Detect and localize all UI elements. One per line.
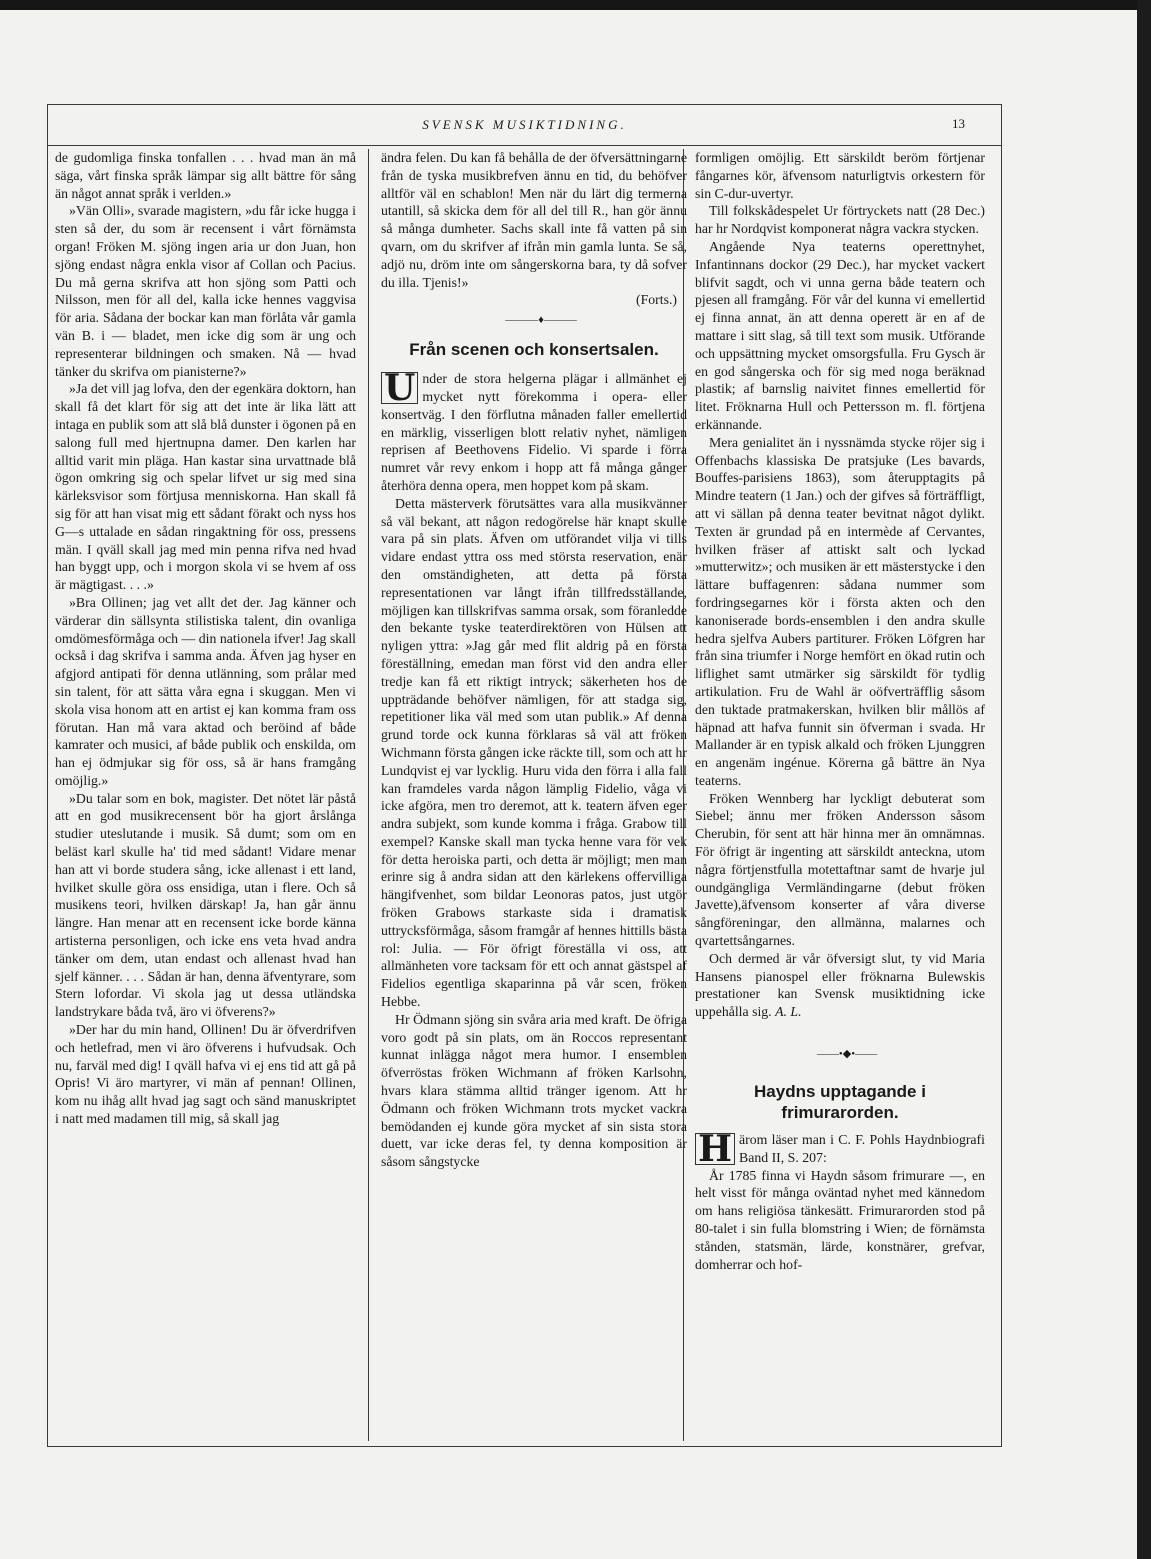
paragraph: År 1785 finna vi Haydn såsom frimurare —, en helt visst för många oväntad nyhet med kännedom om hans religiösa tänkesätt. Frimurarorden stod på 80-talet i sin fulla blomstring i Wien; de förnämsta stånden, statsmän, lärde, konstnärer, grefvar, domherrar och hof- [695, 1167, 985, 1272]
drop-cap: U [381, 372, 418, 404]
paragraph: Angående Nya teaterns operettnyhet, Infantinnans dockor (29 Dec.), har mycket vackert blifvit sagdt, och vi unna gerna både teatern och pjesen all framgång. För vår del kunna vi emellertid ej finna annat, än att denna operett är en af de mattare i sitt slag, så till text som musik. Utförande och uppsättning mycket omsorgsfulla. Fru Gysch är en god sångerska och för sig med noga beräknad plastik; af barnslig naivitet finnes emellertid för litet. Fröknarna Hull och Pettersson m. fl. förtjena erkännande. [695, 238, 985, 432]
column-2 [381, 149, 687, 1441]
column-rule-1 [368, 149, 369, 1441]
paragraph: Till folkskådespelet Ur förtryckets natt (28 Dec.) har hr Nordqvist komponerat några vackra stycken. [695, 203, 985, 237]
paragraph: Detta mästerverk förutsättes vara alla musikvänner så väl bekant, att någon redogörelse här knapt skulle vara på sin plats. Äfven om utförandet vilja vi tills vidare endast yttra oss med största reservation, enär den omständigheten, att detta på första representationen var långt ifrån tillfredsställande, möjligen kan tillskrifvas samma orsak, som föranledde den bekante tyske teaterdirektören von Hülsen att nyligen yttra: »Jag går med flit aldrig på en första föreställning, emedan man först vid den andra eller tredje kan få ett riktigt intryck; säkerheten hos de uppträdande behöfver nämligen, för att stadga sig, repetitioner lika väl med som utan publik.» Af denna grund torde ock kunna förklaras så väl att fröken Wichmann första gången icke räckte till, som och att hr Lundqvist ej var lycklig. Huru vida den förra i alla fall kan framdeles varda någon lämplig Fidelio, våga vi icke afgöra, men tro deremot, att k. teatern äfven eger andra subjekt, som kunde komma i fråga. Grabow till exempel? Kanske skall man tycka henne vara för vek för detta heroiska parti, och detta är möjligt; men man erinre sig å andra sidan att den kärlekens offervilliga hängifvenhet, som bildar Leonoras patos, just utgör fröken Grabows starkaste sida i dramatisk uttrycksförmåga, såsom framgår af hennes hittills bästa rol: Julia. — För öfrigt föreställa vi oss, att allmänheten vore tacksam för ett och annat gästspel af Fidelios egentliga skaparinna på vår scen, fröken Hebbe. [381, 495, 687, 1010]
running-header [48, 105, 1001, 146]
section-ornament: ———♦——— [505, 314, 577, 327]
paragraph: Hr Ödmann sjöng sin svåra aria med kraft. De öfriga voro godt på sin plats, om än Roccos representant kunnat inlägga något mera humor. I ensemblen öfverröstas fröken Wichmann af fröken Karlsohn, hvars klara stämma alltid tränger igenom. Att hr Ödmann och fröken Wichmann trots mycket vackra bemödanden ej kunde göra mycket af sin sista stora duett, var icke deras fel, ty denna komposition är såsom sångstycke [381, 1011, 687, 1170]
section-heading-haydn: Haydns upptagande i frimurarorden. [754, 1082, 926, 1123]
paragraph: »Der har du min hand, Ollinen! Du är öfverdrifven och hetlefrad, men vi äro öfverens i hufvudsak. Och nu, farväl med dig! I qväll hafva vi ej ens tid att gå på Opris! Vi äro martyrer, vi män af pennan! Ollinen, kom nu ihåg allt hvad jag sagt och sänd manuskriptet i natt med madamen till mig, så skall jag [55, 1022, 356, 1127]
paragraph: »Vän Olli», svarade magistern, »du får icke hugga i sten så der, du som är recensent i vårt förnämsta organ! Fröken M. sjöng ingen aria ur don Juan, hon sjöng endast några enkla visor af Collan och Pacius. Du må gerna skrifva att hon sjöng som Patti och Nilsson, men för all del, kalla icke hennes vaggvisa för aria. Sådana der bockar kan man förlåta vår gamla vän B. i — bladet, men icke dig som är ung och representerar bildningen och smaken. Nå — hvad tänker du skrifva om pianisterne?» [55, 203, 356, 379]
paragraph: »Bra Ollinen; jag vet allt det der. Jag känner och värderar din sällsynta stilistiska talent, din ovanliga omdömesförmåga och — din nationela ifver! Jag skall också i dag skrifva i samma anda. Äfven jag hyser en afgjord antipati för denna utlänning, som prålar med sin talent, för att sätta våra egna i skuggan. Men vi skola visa honom att en artist ej kan komma fram oss förutan. Han må vara aktad och beröind af både kamrater och musici, af både publik och enskilda, om han ej ödmjukar sig för oss, så är hans framgång omöjlig.» [55, 594, 356, 788]
section-heading-scenen: Från scenen och konsertsalen. [409, 340, 659, 360]
paragraph-text: Och dermed är vår öfversigt slut, ty vid Maria Hansens pianospel eller fröknarna Bulewskis prestationer kan Svensk musiktidning icke uppehålla sig. [695, 950, 985, 1020]
page-frame [47, 104, 1002, 1447]
journal-title: SVENSK MUSIKTIDNING. [422, 117, 627, 132]
paragraph-text: nder de stora helgerna plägar i allmänhet ej mycket nytt förekomma i opera- eller konsertväg. I den förflutna månaden faller emellertid en märklig, visserligen blott relativ nyhet, nämligen reprisen af Beethovens Fidelio. Vi sparde i förra numret vår revy enkom i hopp att få många gånger återhöra denna opera, men hoppet kom på skam. [381, 371, 687, 493]
page-number: 13 [952, 116, 965, 131]
paragraph: Mera genialitet än i nyssnämda stycke röjer sig i Offenbachs klassiska De pratsjuke (Les bavards, Bouffes-parisiens 1863), som återupptagits på Mindre teatern (1 Jan.) och der gifves så förträffligt, att vi sällan på denna teater bevitnat något dylikt. Texten är grundad på en intermède af Cervantes, hvilken fräser af attiskt salt och lyckad »mutterwitz»; och musiken är ett mästerstycke i den lättare buffagenren: sådana nummer som fordringsegarnes kör i första akten och den kanoniserade bords-ensemblen i den andra skulle hedra sjelfva Aubers partiturer. Fröken Löfgren har från sina triumfer i Norge hemfört en ökad rutin och liflighet samt utmärker sig särskildt för tydlig artikulation. Fru de Wahl är oöfverträfflig såsom den tuktade pratmakerskan, hvilken blir mållös af häpnad att hafva funnit sin öfverman i svada. Hr Mallander är en typisk alkald och fröken Ljunggren en angenäm ingénue. Körerna gå bättre än Nya teaterns. [695, 434, 985, 788]
paragraph: ändra felen. Du kan få behålla de der öfversättningarne från de tyska musikbrefven ännu en tid, du behöfver alltför väl en schablon! Men när du lärt dig termerna utantill, så skicka dem för all del till R., han gör ännu så många dumheter. Sachs skall inte få vatten på sin qvarn, om du skrifver af ifrån min gamla lunta. Se så, adjö nu, dröm inte om sångerskorna bara, ty då sofver du illa. Tjenis!» [381, 150, 687, 290]
paragraph: de gudomliga finska tonfallen . . . hvad man än må säga, vårt finska språk lämpar sig allt bättre för sång än något annat språk i verlden.» [55, 150, 356, 201]
scan-right-edge [1137, 0, 1151, 1559]
scan-top-edge [0, 0, 1151, 10]
continued-note: (Forts.) [635, 292, 677, 308]
column-1 [55, 149, 356, 1441]
paragraph [381, 367, 687, 495]
column-3 [695, 149, 985, 1441]
paragraph [695, 950, 985, 1021]
paragraph-text: ärom läser man i C. F. Pohls Haydnbiografi Band II, S. 207: [739, 1132, 985, 1165]
paragraph [695, 1128, 985, 1171]
paragraph: formligen omöjlig. Ett särskildt beröm förtjenar fångarnes kör, äfvensom naturligtvis orkestern för sin C-dur-uvertyr. [695, 150, 985, 201]
drop-cap: H [695, 1133, 735, 1165]
paragraph: »Ja det vill jag lofva, den der egenkära doktorn, han skall få det klart för sig att det inte är lika lätt att intaga en publik som att slå blå dunster i ögonen på en salong full med hjertnupna damer. Den karlen har alltid varit min pläga. Han kastar sina urvattnade blå ögon omkring sig och spelar lifvet ur sig med sina kärleksvisor som förtjusa menniskorna. Han skall få sig för att han visat mig ett sådant förakt och nyss hos G—s uttalade en sådan ringaktning för oss, pressens män. I qväll skall jag med min penna rifva ned hvad han byggt upp, och i morgon skola vi se hvem af oss är mägtigast. . . .» [55, 381, 356, 593]
paragraph: Fröken Wennberg har lyckligt debuterat som Siebel; ännu mer fröken Andersson såsom Cherubin, för sent att här hinna mer än omnämnas. För öfrigt är ingenting att särskildt anteckna, utom några förtjenstfulla motettaftnar samt de hvarje jul oundgängliga Vermländingarne (debut fröken Javette),äfvensom konserter af våra diverse sångföreningar, den allmänna, malarnes och qvartettsångarnes. [695, 790, 985, 949]
section-ornament: ——•◆•—— [816, 1048, 878, 1061]
signature: A. L. [775, 1004, 802, 1020]
paragraph: »Du talar som en bok, magister. Det nötet lär påstå att en god musikrecensent bör ha gjort årslånga studier uteslutande i musik. Så dumt; som om en beläst karl skulle ha' tid med sådant! Vidare menar han att vi borde studera sång, icke allenast i ett land, hvilket skulle göra oss ensidiga, utan i flere. Och så musikens teori, hvilken därskap! Ja, han går ännu längre. Han menar att en recensent icke borde känna artisterna personligen, och icke ens veta hvad andra tänker om dem, utan endast och allenast hvad han sjelf känner. . . . Sådan är han, denna äfventyrare, som Stern lofordar. Vi skola jag ut dessa utländska landstrykare båda två, äro vi öfverens?» [55, 790, 356, 1020]
